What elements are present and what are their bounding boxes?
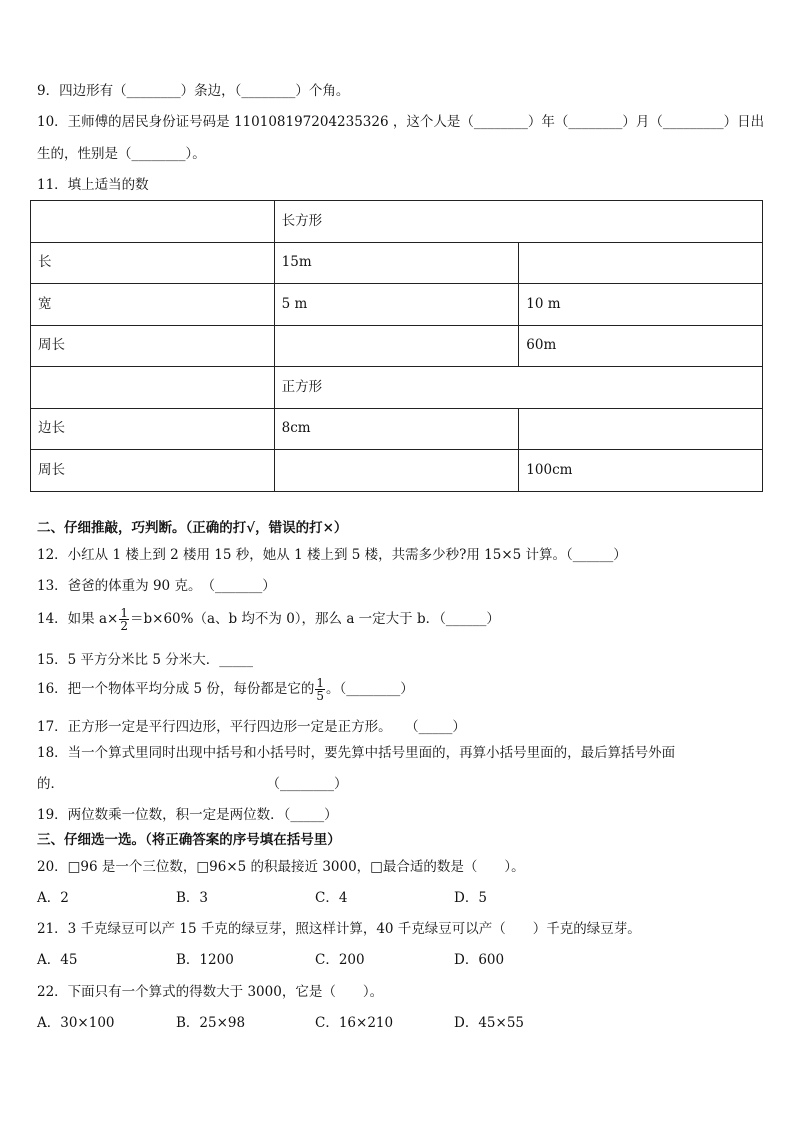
option-d: D．5 — [454, 890, 487, 906]
question-10-line1: 10．王师傅的居民身份证号码是 110108197204235326 ，这个人是（________）年（________）月（_________）日出 — [37, 114, 765, 130]
fraction — [315, 677, 325, 702]
option-d: D．600 — [454, 952, 505, 968]
option-b: B．1200 — [176, 952, 234, 968]
question-22: 22．下面只有一个算式的得数大于 3000，它是（ ）。 — [37, 984, 384, 1000]
question-16-post: 。（________） — [326, 681, 414, 697]
fill-table — [30, 200, 763, 492]
option-d: D．45×55 — [454, 1015, 524, 1031]
question-15: 15．5 平方分米比 5 分米大．_____ — [37, 652, 253, 668]
row-label: 周长 — [31, 325, 275, 367]
row-label: 周长 — [31, 450, 275, 492]
question-22-options — [37, 1017, 593, 1031]
table-cell-blank — [519, 242, 763, 284]
section-2-heading: 二、仔细推敲，巧判断。（正确的打√，错误的打×） — [37, 520, 348, 536]
question-10-line2: 生的，性别是（________）。 — [37, 146, 206, 162]
rect-header: 长方形 — [274, 201, 762, 243]
row-label: 长 — [31, 242, 275, 284]
table-cell — [31, 201, 275, 243]
question-18-line2: 的． （________） — [37, 776, 348, 792]
question-20-options — [37, 892, 593, 906]
table-cell — [31, 367, 275, 409]
table-row — [31, 201, 763, 243]
table-cell: 5 m — [274, 284, 519, 326]
option-b: B．25×98 — [176, 1015, 246, 1031]
table-cell: 8cm — [274, 408, 519, 450]
table-cell: 60m — [519, 325, 763, 367]
question-14-post: ＝b×60%（a、b 均不为 0），那么 a 一定大于 b．（______） — [129, 611, 500, 627]
fraction-numerator: 1 — [316, 676, 324, 690]
fraction-denominator: 5 — [316, 689, 324, 703]
option-c: C．16×210 — [315, 1015, 394, 1031]
row-label: 宽 — [31, 284, 275, 326]
table-row — [31, 242, 763, 284]
table-row — [31, 408, 763, 450]
option-c: C．200 — [315, 952, 365, 968]
question-14-pre: 14．如果 a× — [37, 611, 119, 627]
question-16-pre: 16．把一个物体平均分成 5 份，每份都是它的 — [37, 681, 315, 697]
fraction — [119, 607, 129, 632]
table-cell-blank — [274, 325, 519, 367]
question-13: 13．爸爸的体重为 90 克。 （_______） — [37, 578, 276, 594]
table-row — [31, 284, 763, 326]
question-14 — [37, 607, 500, 632]
option-a: A．30×100 — [37, 1015, 115, 1031]
question-16 — [37, 677, 414, 702]
table-row — [31, 367, 763, 409]
row-label: 边长 — [31, 408, 275, 450]
question-21: 21．3 千克绿豆可以产 15 千克的绿豆芽，照这样计算，40 千克绿豆可以产（ ）千克的绿豆芽。 — [37, 921, 641, 937]
option-a: A．45 — [37, 952, 78, 968]
square-header: 正方形 — [274, 367, 762, 409]
section-3-heading: 三、仔细选一选。（将正确答案的序号填在括号里） — [37, 832, 341, 848]
question-12: 12．小红从 1 楼上到 2 楼用 15 秒，她从 1 楼上到 5 楼，共需多少秒?用 15×5 计算。（______） — [37, 547, 627, 563]
fraction-numerator: 1 — [120, 606, 128, 620]
table-cell-blank — [519, 408, 763, 450]
option-c: C．4 — [315, 890, 348, 906]
question-18-line1: 18．当一个算式里同时出现中括号和小括号时，要先算中括号里面的，再算小括号里面的，最后算括号外面 — [37, 745, 676, 761]
table-cell-blank — [274, 450, 519, 492]
table-cell: 10 m — [519, 284, 763, 326]
option-b: B．3 — [176, 890, 209, 906]
question-11: 11．填上适当的数 — [37, 177, 149, 193]
table-row — [31, 450, 763, 492]
option-a: A．2 — [37, 890, 69, 906]
question-9: 9．四边形有（________）条边，（________）个角。 — [37, 83, 350, 99]
table-row — [31, 325, 763, 367]
question-20: 20．□96 是一个三位数，□96×5 的积最接近 3000，□最合适的数是（ ）。 — [37, 859, 525, 875]
fraction-denominator: 2 — [120, 619, 128, 633]
question-21-options — [37, 954, 593, 968]
question-17: 17．正方形一定是平行四边形，平行四边形一定是正方形。 （_____） — [37, 719, 466, 735]
table-cell: 100cm — [519, 450, 763, 492]
question-19: 19．两位数乘一位数，积一定是两位数．（_____） — [37, 807, 338, 823]
table-cell: 15m — [274, 242, 519, 284]
